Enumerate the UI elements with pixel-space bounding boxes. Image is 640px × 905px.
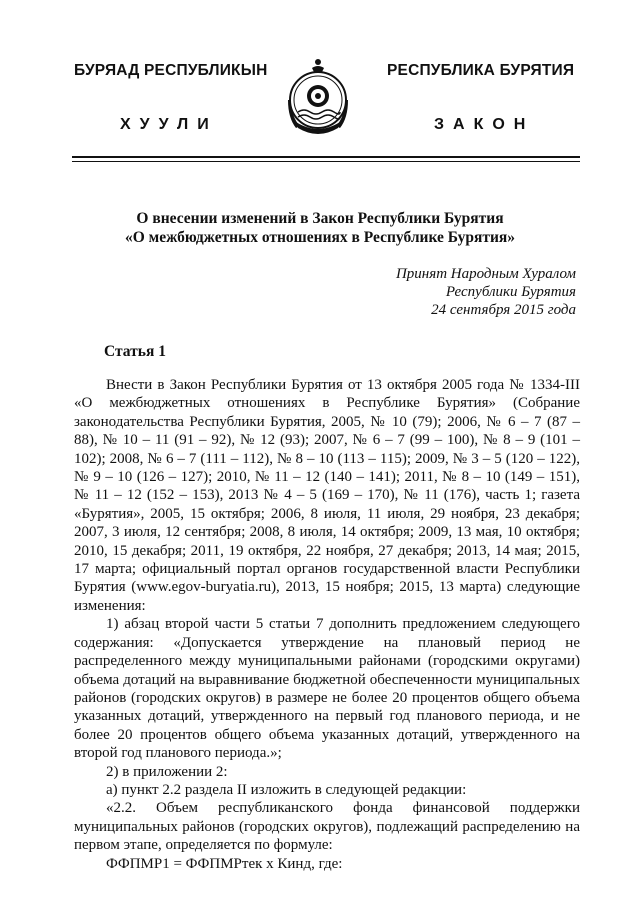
adopted-line2: Республики Бурятия (445, 284, 576, 300)
header-left-title: БУРЯАД РЕСПУБЛИКЫН (74, 62, 268, 79)
paragraph: 2) в приложении 2: (106, 763, 228, 780)
header-rule-thick (72, 156, 580, 158)
paragraph: «2.2. Объем республиканского фонда финансовой поддержки муниципальных районов (городских округов), подлежащий распределению на первом этапе, определяется по формуле: (74, 800, 580, 854)
law-title-line1: О внесении изменений в Закон Республики Бурятия (136, 210, 504, 227)
adopted-line1: Принят Народным Хуралом (395, 266, 576, 282)
paragraph: 1) абзац второй части 5 статьи 7 дополнить предложением следующего содержания: «Допускается утверждение на плановый период не распределенного между муниципальными районами (городскими округами) объема дотаций на выравнивание бюджетной обеспеченности муниципальных районов (городских округов) в размере не более 20 процентов общего объема указанных дотаций, утвержденного на первый год планового периода, и не более 20 процентов общего объема указанных дотаций, утвержденного на второй год планового периода.»; (74, 616, 580, 762)
paragraph: Внести в Закон Республики Бурятия от 13 октября 2005 года № 1334-III «О межбюджетных отношениях в Республике Бурятия» (Собрание законодательства Республики Бурятия, 2005, № 10 (79); 2006, № 6 – 7 (87 – 88), № 10 – 11 (91 – 92), № 12 (93); 2007, № 6 – 7 (99 – 100), № 8 – 9 (101 – 102); 2008, № 6 – 7 (111 – 112), № 8 – 10 (113 – 115); 2009, № 3 – 5 (120 – 122), № 9 – 10 (126 – 127); 2010, № 11 – 12 (140 – 141); 2011, № 8 – 10 (149 – 151), № 11 – 12 (152 – 153), 2013 № 4 – 5 (169 – 170), № 11 (176), часть 1; газета «Бурятия», 2005, 15 октября; 2006, 8 июля, 11 июля, 29 ноября, 23 декабря; 2007, 3 июля, 12 сентября; 2008, 8 июля, 14 октября; 2009, 13 мая, 10 октября; 2010, 15 декабря; 2011, 19 октября, 22 ноября, 27 декабря; 2013, 14 мая; 2015, 17 марта; официальный портал органов государственной власти Республики Бурятия (www.egov-buryatia.ru), 2013, 15 ноября; 2015, 13 марта) следующие изменения: (74, 377, 580, 614)
header-right-subtitle: ЗАКОН (434, 116, 535, 133)
article-body (74, 376, 580, 873)
law-title-line2: «О межбюджетных отношениях в Республике Бурятия» (124, 229, 516, 246)
article-heading: Статья 1 (104, 343, 166, 360)
header-left-subtitle: ХУУЛИ (120, 116, 218, 133)
coat-of-arms-icon (286, 56, 350, 140)
paragraph: ФФПМР1 = ФФПМРтек х Кинд, где: (106, 855, 343, 872)
adopted-date: 24 сентября 2015 года (431, 302, 576, 318)
header-right-title: РЕСПУБЛИКА БУРЯТИЯ (387, 62, 575, 79)
paragraph: а) пункт 2.2 раздела II изложить в следующей редакции: (106, 781, 467, 798)
header-rule-thin (72, 161, 580, 162)
